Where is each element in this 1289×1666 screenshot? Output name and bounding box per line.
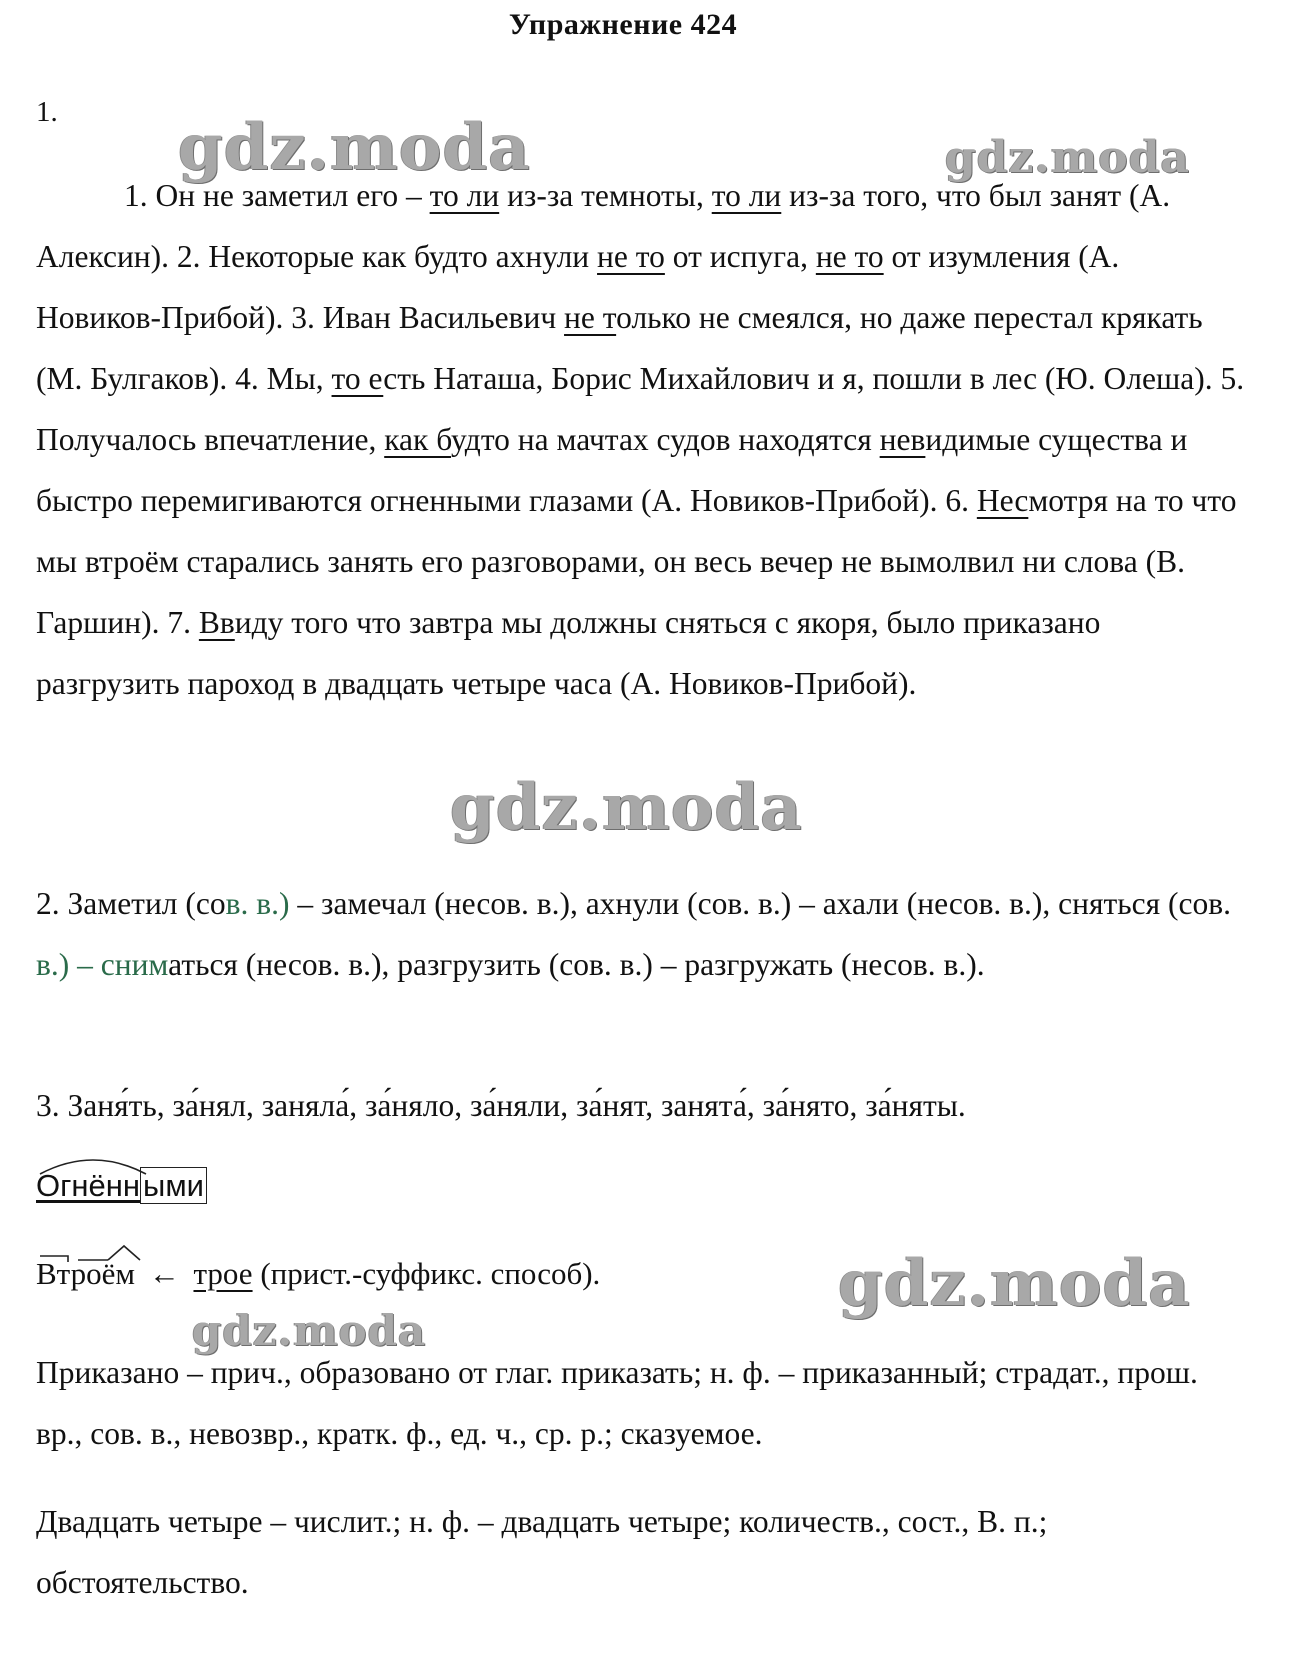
underlined-preposition: Вв [198, 605, 235, 640]
source-word: трое [193, 1256, 253, 1291]
ending-box: ыми [140, 1167, 207, 1204]
morpheme-analysis-ognennymi: Огнёнными [36, 1168, 207, 1204]
underlined-conjunction: как б [384, 422, 452, 457]
section-number: 1. [36, 96, 58, 128]
watermark: gdz.moda [178, 110, 531, 185]
underlined-conjunction: то е [331, 361, 384, 396]
watermark: gdz.moda [450, 770, 803, 845]
underlined-prefix: нев [879, 422, 926, 457]
page-title: Упражнение 424 [508, 8, 738, 41]
participle-analysis: Приказано – прич., образовано от глаг. приказать; н. ф. – приказанный; страдат., прош. вр., сов. в., невозвр., кратк. ф., ед. ч., ср. р.; сказуемое. [36, 1355, 1198, 1451]
word-formation-vtroyom: Втроём ← трое (прист.-суффикс. способ). [36, 1256, 600, 1292]
underlined-conjunction: не то [597, 239, 665, 274]
numeral-analysis: Двадцать четыре – числит.; н. ф. – двадцать четыре; количеств., сост., В. п.; обстоятельство. [36, 1504, 1048, 1600]
watermark: gdz.moda [945, 132, 1191, 183]
watermark: gdz.moda [838, 1246, 1191, 1321]
underlined-conjunction: то ли [711, 178, 782, 213]
arrow-left-icon: ← [148, 1256, 180, 1291]
underlined-conjunction: то ли [429, 178, 500, 213]
underlined-conjunction: не то [815, 239, 884, 274]
exercise-sentences: 1. Он не заметил его – то ли из-за темноты, то ли из-за того, что был занят (А. Алексин). 2. Некоторые как будто ахнули не то от испуга, не то от изумления (А. Новиков-Прибой). 3. Иван Васильевич не только не смеялся, но даже перестал крякать (М. Булгаков). 4. Мы, то есть Наташа, Борис Михайлович и я, пошли в лес (Ю. Олеша). 5. Получалось впечатление, как будто на мачтах судов находятся невидимые существа и быстро перемигиваются огненными глазами (А. Новиков-Прибой). 6. Несмотря на то что мы втроём старались занять его разговорами, он весь вечер не вымолвил ни слова (В. Гаршин). 7. Ввиду того что завтра мы должны сняться с якоря, было приказано разгрузить пароход в двадцать четыре часа (А. Новиков-Прибой). [36, 178, 1245, 701]
stress-forms: 3. Заня́ть, за́нял, заняла́, за́няло, за́няли, за́нят, занята́, за́нято, за́няты. [36, 1088, 966, 1123]
root-arc-icon [38, 1154, 148, 1176]
morpheme-marks-icon [38, 1244, 148, 1266]
underlined-conjunction: не т [564, 300, 617, 335]
watermark: gdz.moda [192, 1306, 427, 1355]
aspect-pairs: 2. Заметил (сов. в.) – замечал (несов. в.), ахнули (сов. в.) – ахали (несов. в.), сняться (сов. в.) – сниматься (несов. в.), разгрузить (сов. в.) – разгружать (несов. в.). [36, 886, 1231, 982]
underlined-preposition: Нес [976, 483, 1029, 518]
